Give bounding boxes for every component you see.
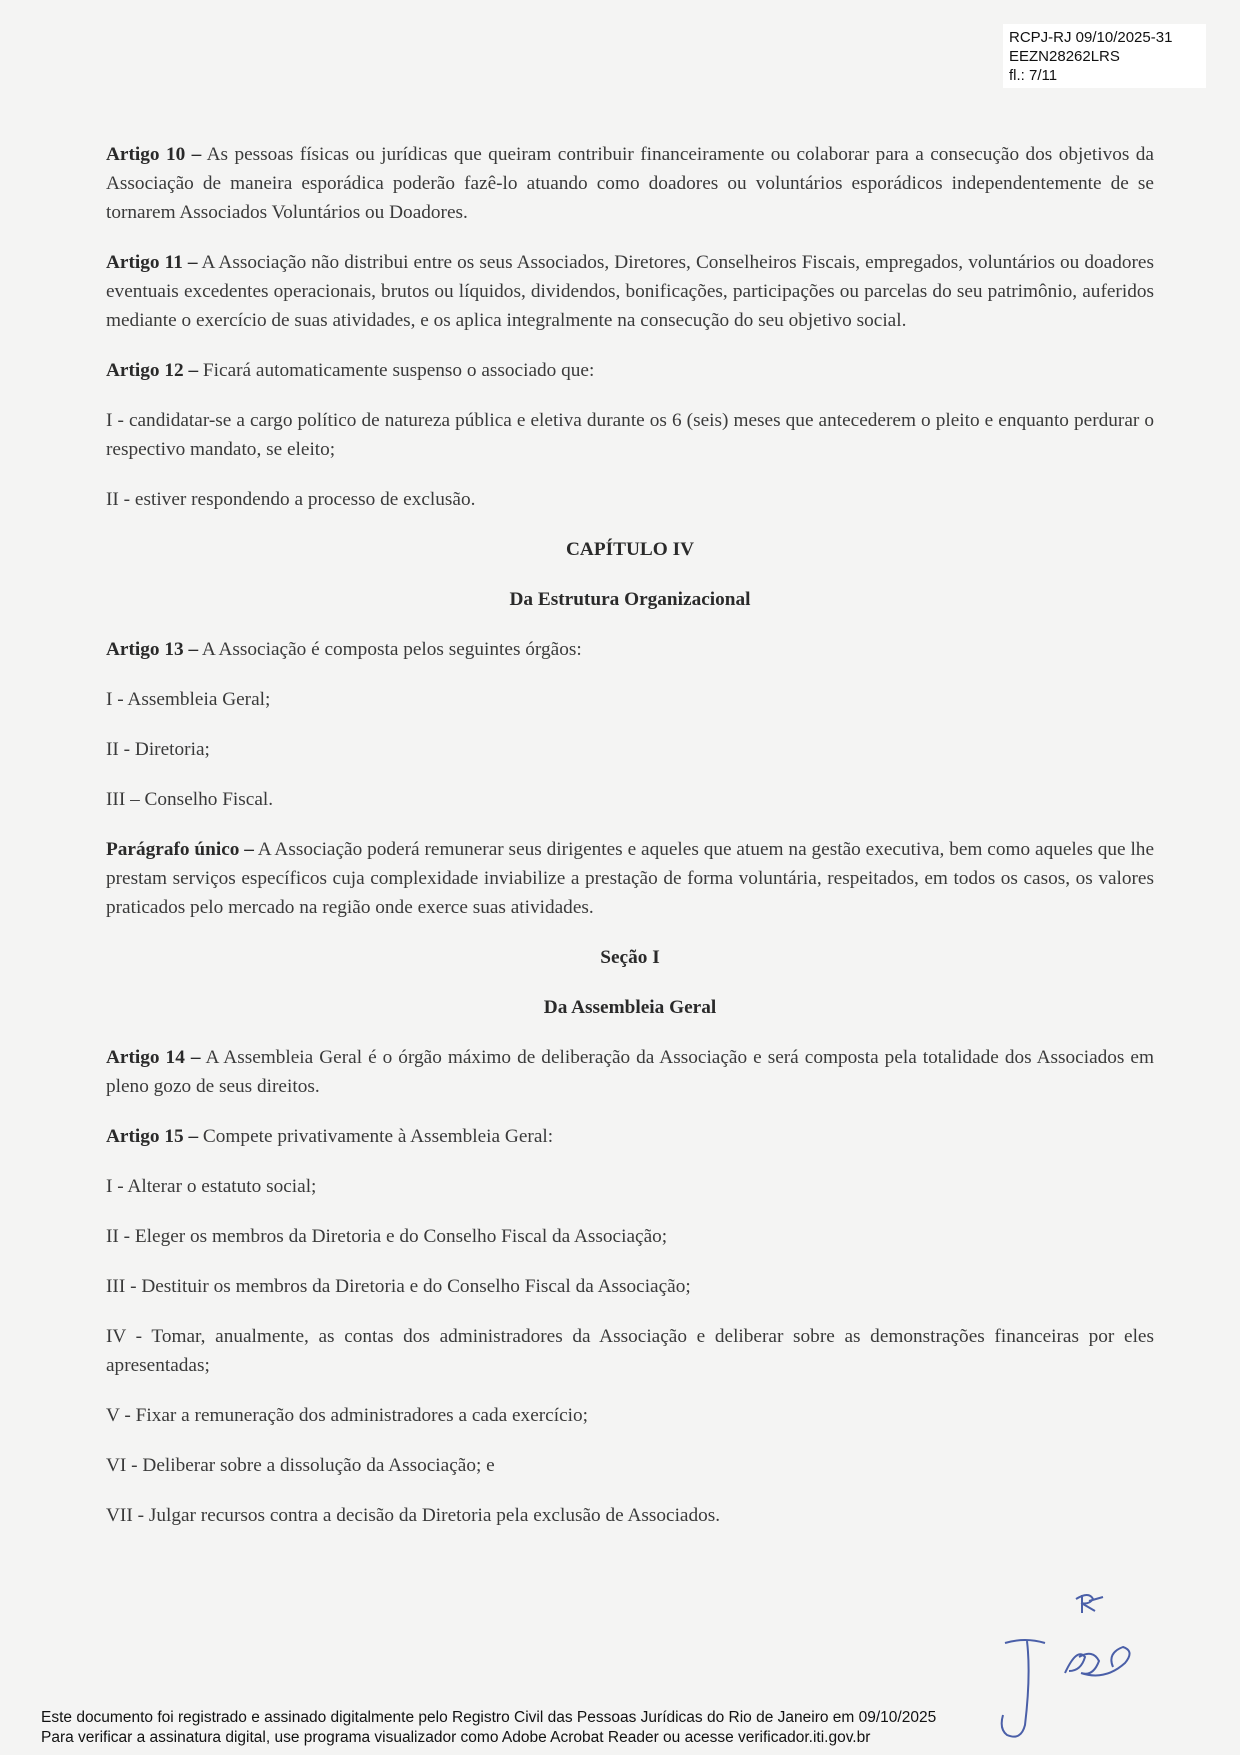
article-12-text: Ficará automaticamente suspenso o associado que:	[198, 360, 595, 381]
section-title: Da Assembleia Geral	[543, 997, 717, 1018]
footer-verification-note: Para verificar a assinatura digital, use programa visualizador como Adobe Acrobat Reader ou acesse verificador.iti.gov.br	[41, 1729, 871, 1746]
article-15-item-i: I - Alterar o estatuto social;	[106, 1176, 317, 1197]
article-15-item-ii: II - Eleger os membros da Diretoria e do Conselho Fiscal da Associação;	[106, 1226, 668, 1247]
article-10-heading: Artigo 10 –	[106, 144, 202, 165]
article-13-item-i: I - Assembleia Geral;	[106, 689, 271, 710]
article-15-item-vii: VII - Julgar recursos contra a decisão da Diretoria pela exclusão de Associados.	[106, 1505, 721, 1526]
registry-stamp	[1003, 24, 1206, 88]
article-11-text: A Associação não distribui entre os seus Associados, Diretores, Conselheiros Fiscais, empregados, voluntários ou doadores eventuais excedentes operacionais, brutos ou líquidos, dividendos, bonificações, participações ou parcelas do seu patrimônio, auferidos mediante o exercício de suas atividades, e os aplica integralmente na consecução do seu objetivo social.	[106, 252, 1154, 331]
article-15-item-iv: IV - Tomar, anualmente, as contas dos administradores da Associação e deliberar sobre as demonstrações financeiras por eles apresentadas;	[106, 1326, 1154, 1376]
article-15	[106, 1122, 1154, 1151]
article-10	[106, 140, 1154, 227]
article-12-item-i: I - candidatar-se a cargo político de natureza pública e eletiva durante os 6 (seis) meses que antecederem o pleito e enquanto perdurar o respectivo mandato, se eleito;	[106, 410, 1154, 460]
paragraph-unique-text: A Associação poderá remunerar seus dirigentes e aqueles que atuem na gestão executiva, bem como aqueles que lhe prestam serviços específicos cuja complexidade inviabilize a prestação de forma voluntária, respeitados, em todos os casos, os valores praticados pelo mercado na região onde exerce suas atividades.	[106, 839, 1154, 918]
article-15-item-vi: VI - Deliberar sobre a dissolução da Associação; e	[106, 1455, 495, 1476]
article-13-item-ii: II - Diretoria;	[106, 739, 210, 760]
article-12-heading: Artigo 12 –	[106, 360, 199, 381]
footer-registration-note: Este documento foi registrado e assinado digitalmente pelo Registro Civil das Pessoas Jurídicas do Rio de Janeiro em 09/10/2025	[41, 1709, 937, 1726]
article-14-heading: Artigo 14 –	[106, 1047, 201, 1068]
paragraph-unique	[106, 835, 1154, 922]
article-13-heading: Artigo 13 –	[106, 639, 199, 660]
article-10-text: As pessoas físicas ou jurídicas que queiram contribuir financeiramente ou colaborar para a consecução dos objetivos da Associação de maneira esporádica poderão fazê-lo atuando como doadores ou voluntários esporádicos independentemente de se tornarem Associados Voluntários ou Doadores.	[106, 144, 1154, 223]
article-15-item-v: V - Fixar a remuneração dos administradores a cada exercício;	[106, 1405, 589, 1426]
article-14	[106, 1043, 1154, 1101]
article-15-text: Compete privativamente à Assembleia Geral:	[198, 1126, 554, 1147]
article-13-text: A Associação é composta pelos seguintes órgãos:	[198, 639, 582, 660]
article-15-item-iii: III - Destituir os membros da Diretoria e do Conselho Fiscal da Associação;	[106, 1276, 691, 1297]
article-11	[106, 248, 1154, 335]
stamp-line-registry: RCPJ-RJ 09/10/2025-31	[1009, 29, 1173, 46]
stamp-line-code: EEZN28262LRS	[1009, 48, 1120, 65]
chapter-heading: CAPÍTULO IV	[565, 539, 695, 560]
article-12	[106, 356, 1154, 385]
article-12-item-ii: II - estiver respondendo a processo de exclusão.	[106, 489, 476, 510]
section-heading: Seção I	[600, 947, 660, 968]
paragraph-unique-heading: Parágrafo único –	[106, 839, 254, 860]
article-11-heading: Artigo 11 –	[106, 252, 198, 273]
document-body	[106, 140, 1154, 1551]
handwritten-signature	[985, 1585, 1165, 1745]
digital-signature-footer	[41, 1708, 936, 1748]
article-13	[106, 635, 1154, 664]
article-13-item-iii: III – Conselho Fiscal.	[106, 789, 274, 810]
article-15-heading: Artigo 15 –	[106, 1126, 199, 1147]
chapter-title: Da Estrutura Organizacional	[509, 589, 751, 610]
stamp-line-page: fl.: 7/11	[1009, 67, 1058, 84]
article-14-text: A Assembleia Geral é o órgão máximo de deliberação da Associação e será composta pela totalidade dos Associados em pleno gozo de seus direitos.	[106, 1047, 1154, 1097]
